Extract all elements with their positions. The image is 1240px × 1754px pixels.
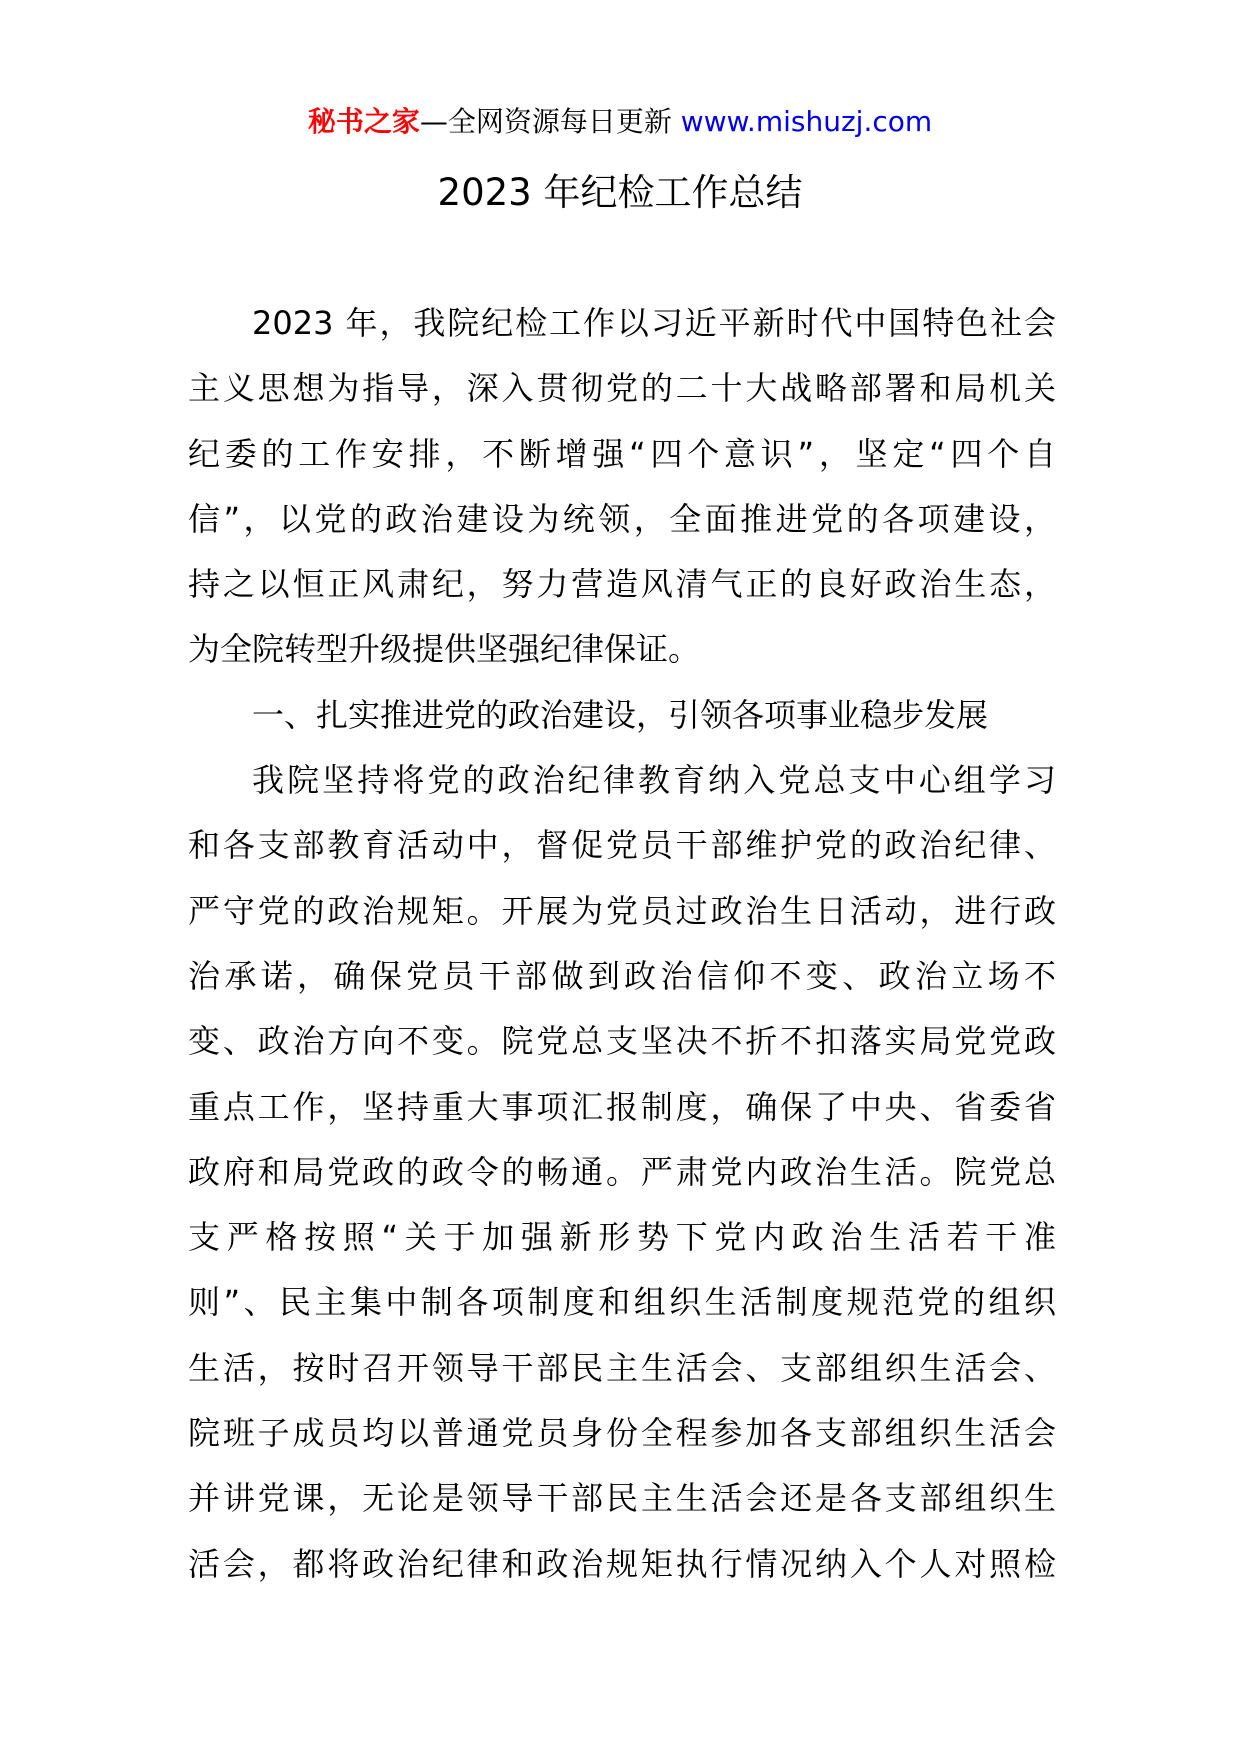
text-line: 纪委的工作安排，不断增强“四个意识”，坚定“四个自 bbox=[188, 434, 1056, 473]
text-line: 主义思想为指导，深入贯彻党的二十大战略部署和局机关 bbox=[188, 369, 1056, 408]
text-line: 院班子成员均以普通党员身份全程参加各支部组织生活会 bbox=[188, 1414, 1056, 1453]
text-line: 活会，都将政治纪律和政治规矩执行情况纳入个人对照检 bbox=[188, 1544, 1056, 1583]
section-heading: 一、扎实推进党的政治建设，引领各项事业稳步发展 bbox=[252, 695, 989, 734]
text-line: 我院坚持将党的政治纪律教育纳入党总支中心组学习 bbox=[252, 761, 1056, 800]
text-line: 持之以恒正风肃纪，努力营造风清气正的良好政治生态， bbox=[188, 565, 1056, 604]
text-line: 政府和局党政的政令的畅通。严肃党内政治生活。院党总 bbox=[188, 1152, 1056, 1191]
text-line: 并讲党课，无论是领导干部民主生活会还是各支部组织生 bbox=[188, 1479, 1056, 1518]
text-line: 支严格按照“关于加强新形势下党内政治生活若干准 bbox=[188, 1218, 1056, 1257]
text-line: 信”，以党的政治建设为统领，全面推进党的各项建设， bbox=[188, 499, 1056, 538]
text-line: 重点工作，坚持重大事项汇报制度，确保了中央、省委省 bbox=[188, 1087, 1056, 1126]
document-body bbox=[188, 291, 1056, 1597]
document-title: 2023 年纪检工作总结 bbox=[437, 171, 803, 214]
text-line: 变、政治方向不变。院党总支坚决不折不扣落实局党党政 bbox=[188, 1022, 1056, 1061]
text-line: 2023 年，我院纪检工作以习近平新时代中国特色社会 bbox=[252, 304, 1056, 342]
site-header bbox=[0, 102, 1240, 142]
website-link[interactable]: www.mishuzj.com bbox=[680, 105, 933, 138]
brand-name: 秘书之家 bbox=[307, 105, 420, 138]
text-line: 和各支部教育活动中，督促党员干部维护党的政治纪律、 bbox=[188, 826, 1056, 865]
site-tagline: —全网资源每日更新 bbox=[419, 105, 672, 138]
text-line: 生活，按时召开领导干部民主生活会、支部组织生活会、 bbox=[188, 1348, 1056, 1387]
text-line: 为全院转型升级提供坚强纪律保证。 bbox=[188, 630, 701, 669]
text-line: 治承诺，确保党员干部做到政治信仰不变、政治立场不 bbox=[188, 956, 1056, 995]
text-line: 则”、民主集中制各项制度和组织生活制度规范党的组织 bbox=[188, 1283, 1056, 1322]
text-line: 严守党的政治规矩。开展为党员过政治生日活动，进行政 bbox=[188, 891, 1056, 930]
